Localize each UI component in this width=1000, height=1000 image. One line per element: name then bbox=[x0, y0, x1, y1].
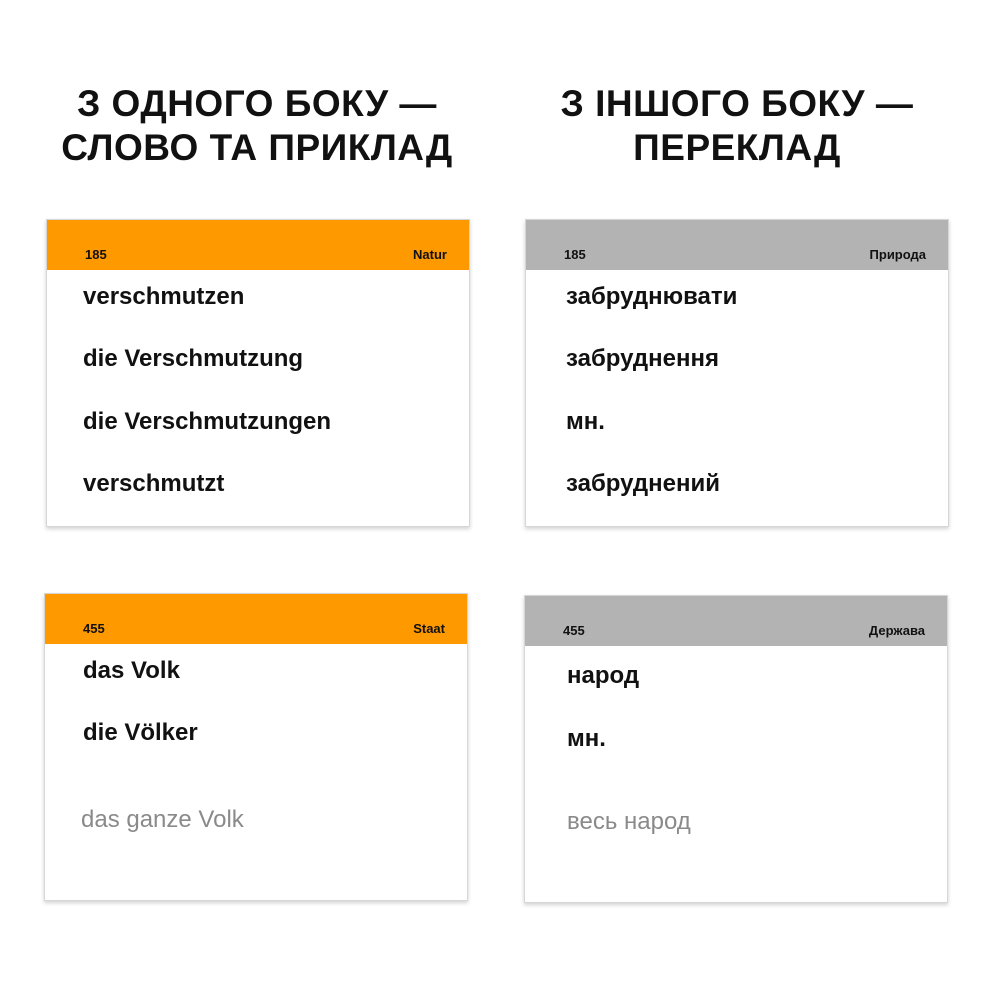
card-word: verschmutzt bbox=[83, 470, 225, 497]
card-translation: забруднювати bbox=[566, 283, 738, 310]
front-side-heading bbox=[47, 82, 467, 170]
card-word: die Verschmutzungen bbox=[83, 408, 332, 435]
card-translation: народ bbox=[567, 662, 640, 689]
card-word: verschmutzen bbox=[83, 283, 245, 310]
card-translation: мн. bbox=[566, 408, 605, 435]
card-header bbox=[45, 594, 467, 644]
card-translation: забруднення bbox=[566, 345, 719, 372]
card-word: die Verschmutzung bbox=[83, 345, 304, 372]
card-category: Staat bbox=[413, 621, 445, 636]
card-number: 455 bbox=[563, 623, 585, 638]
flashcard-back-derzhava bbox=[524, 595, 948, 903]
flashcard-back-pryroda bbox=[525, 219, 949, 527]
card-number: 185 bbox=[85, 247, 107, 262]
back-side-heading bbox=[527, 82, 947, 170]
card-translation: мн. bbox=[567, 725, 606, 752]
card-number: 455 bbox=[83, 621, 105, 636]
card-example-translation: весь народ bbox=[567, 808, 691, 835]
front-side-heading-line-1: З ОДНОГО БОКУ — bbox=[77, 83, 437, 124]
back-side-heading-line-2: ПЕРЕКЛАД bbox=[633, 127, 841, 168]
card-category: Природа bbox=[869, 247, 926, 262]
card-translation: забруднений bbox=[566, 470, 720, 497]
back-side-heading-line-1: З ІНШОГО БОКУ — bbox=[560, 83, 914, 124]
card-category: Natur bbox=[413, 247, 447, 262]
front-side-heading-line-2: СЛОВО ТА ПРИКЛАД bbox=[61, 127, 453, 168]
card-header bbox=[525, 596, 947, 646]
card-header bbox=[526, 220, 948, 270]
card-category: Держава bbox=[868, 623, 925, 638]
card-word: das Volk bbox=[83, 657, 180, 684]
flashcard-front-staat bbox=[44, 593, 468, 901]
card-number: 185 bbox=[564, 247, 586, 262]
card-example: das ganze Volk bbox=[81, 806, 244, 833]
flashcard-front-natur bbox=[46, 219, 470, 527]
card-header bbox=[47, 220, 469, 270]
card-word: die Völker bbox=[83, 719, 198, 746]
